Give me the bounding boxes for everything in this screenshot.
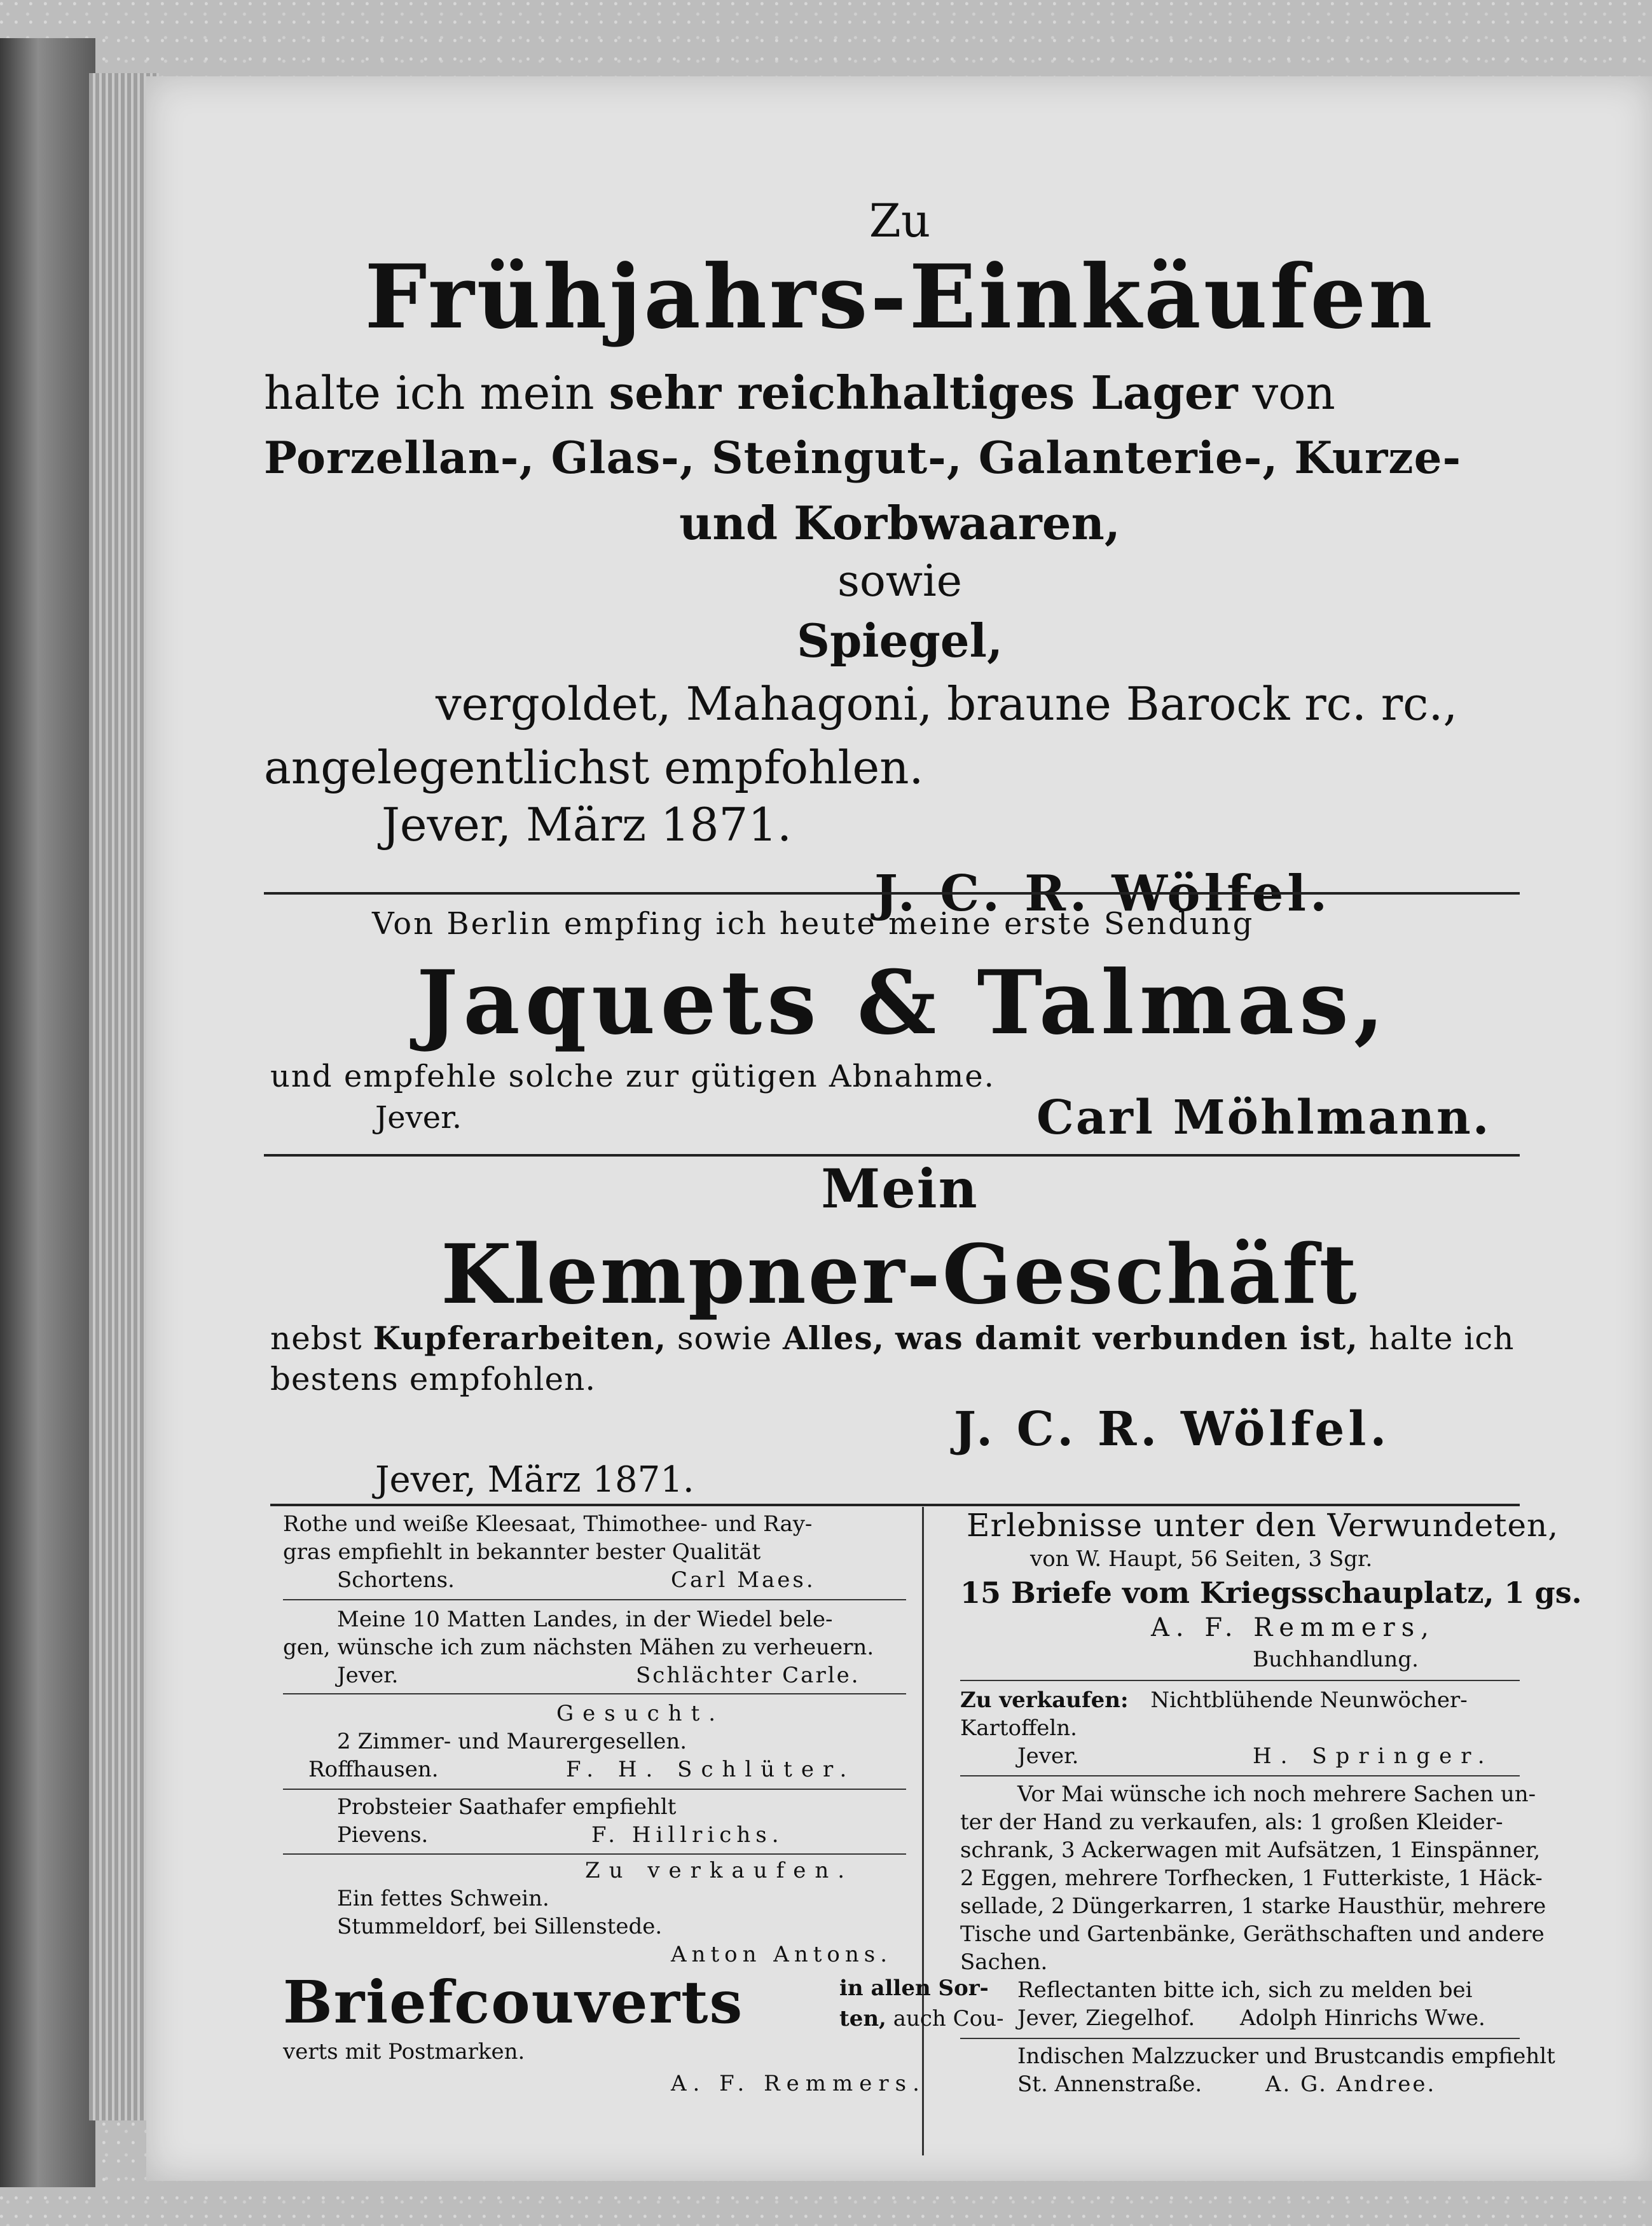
left-a4-l1: Probsteier Saathafer empfiehlt xyxy=(337,1794,677,1820)
right-b3-l9b: Adolph Hinrichs Wwe. xyxy=(1240,2005,1485,2031)
left-a4-l2a: Pievens. xyxy=(337,1822,429,1848)
left-a1-l3b: Carl Maes. xyxy=(671,1567,816,1593)
ad1-headline: Frühjahrs-Einkäufen xyxy=(364,245,1435,348)
right-b1-sig: A. F. Remmers, xyxy=(1151,1613,1435,1642)
ad1-signature: J. C. R. Wölfel. xyxy=(874,865,1332,923)
right-b3-l4: 2 Eggen, mehrere Torfhecken, 1 Futterkiste, 1 Häck- xyxy=(960,1865,1543,1891)
left-a6-sig: A. F. Remmers. xyxy=(671,2071,926,2096)
right-divider-3 xyxy=(960,2038,1520,2039)
ad2-signature: Carl Möhlmann. xyxy=(1036,1090,1491,1145)
ad3-line1-a: nebst xyxy=(270,1320,362,1357)
left-a1-l2: gras empfiehlt in bekannter bester Qualität xyxy=(283,1539,761,1565)
divider-3 xyxy=(270,1504,1520,1506)
left-a3-l3a: Roffhausen. xyxy=(308,1757,439,1782)
ad3-line1-e: was damit verbunden ist, xyxy=(895,1319,1358,1357)
ad3-line1 xyxy=(270,1319,1515,1357)
right-b4-l1: Indischen Malzzucker und Brustcandis empfiehlt xyxy=(1017,2044,1555,2069)
right-divider-2 xyxy=(960,1775,1520,1776)
left-a5-l1: Zu verkaufen. xyxy=(585,1858,854,1883)
right-b1-sig2: Buchhandlung. xyxy=(1253,1647,1419,1672)
left-divider-1 xyxy=(283,1599,906,1600)
left-divider-2 xyxy=(283,1693,906,1694)
left-a6-big: Briefcouverts xyxy=(283,1968,744,2037)
ad3-line2: bestens empfohlen. xyxy=(270,1361,596,1398)
ad1-line3: und Korbwaaren, xyxy=(679,496,1120,550)
left-a5-l4: Anton Antons. xyxy=(671,1942,893,1967)
ad2-intro: Von Berlin empfing ich heute meine erste Sendung xyxy=(372,906,1255,942)
ad3-line1-c: sowie xyxy=(677,1320,773,1357)
ad3-line1-f: halte ich xyxy=(1368,1320,1515,1357)
ad1-line1-c: von xyxy=(1252,366,1335,420)
ad1-date: Jever, März 1871. xyxy=(382,798,792,851)
right-b3-l2: ter der Hand zu verkaufen, als: 1 großen Kleider- xyxy=(960,1810,1503,1835)
ad1-line1-b: sehr reichhaltiges Lager xyxy=(609,366,1238,420)
left-a6-r2 xyxy=(839,2005,1004,2033)
right-b2-l3b: H. Springer. xyxy=(1253,1743,1494,1769)
right-b3-l7: Sachen. xyxy=(960,1949,1048,1975)
ad1-zu: Zu xyxy=(869,194,931,247)
right-b4-l2a: St. Annenstraße. xyxy=(1017,2071,1202,2097)
divider-2 xyxy=(264,1154,1520,1157)
left-a5-l2: Ein fettes Schwein. xyxy=(337,1886,549,1911)
left-a3-l2: 2 Zimmer- und Maurergesellen. xyxy=(337,1729,687,1754)
right-b2-l1b: Nichtblühende Neunwöcher- xyxy=(1150,1687,1468,1713)
right-b3-l8: Reflectanten bitte ich, sich zu melden bei xyxy=(1017,1977,1473,2003)
right-b2-l2: Kartoffeln. xyxy=(960,1715,1077,1741)
ad1-spiegel: Spiegel, xyxy=(796,614,1003,668)
left-a3-l3b: F. H. Schlüter. xyxy=(566,1757,856,1782)
right-b3-l3: schrank, 3 Ackerwagen mit Aufsätzen, 1 Einspänner, xyxy=(960,1838,1541,1863)
ad1-line2: Porzellan-, Glas-, Steingut-, Galanterie-, Kurze- xyxy=(264,432,1462,484)
left-a2-l2: gen, wünsche ich zum nächsten Mähen zu verheuern. xyxy=(283,1635,874,1660)
ad1-line1-a: halte ich mein xyxy=(264,366,595,420)
ad1-sowie: sowie xyxy=(837,556,963,607)
right-b3-l1: Vor Mai wünsche ich noch mehrere Sachen un- xyxy=(1017,1782,1536,1807)
ad1-line1 xyxy=(264,366,1335,420)
right-b3-l5: sellade, 2 Düngerkarren, 1 starke Hausthür, mehrere xyxy=(960,1893,1546,1919)
ad3-headline: Klempner-Geschäft xyxy=(441,1227,1359,1323)
right-b3-l6: Tische und Gartenbänke, Geräthschaften und andere xyxy=(960,1921,1545,1947)
left-a6-r2b: auch Cou- xyxy=(893,2006,1004,2031)
left-divider-4 xyxy=(283,1853,906,1855)
left-a4-l2b: F. Hillrichs. xyxy=(591,1822,784,1848)
right-b1-l3: 15 Briefe vom Kriegsschauplatz, 1 gs. xyxy=(960,1576,1582,1610)
left-a2-l3b: Schlächter Carle. xyxy=(636,1663,860,1688)
right-b2-l1a: Zu verkaufen: xyxy=(960,1687,1129,1713)
right-b2-l1 xyxy=(960,1686,1468,1714)
left-a6-r1: in allen Sor- xyxy=(839,1975,989,2001)
newspaper-page xyxy=(146,76,1652,2181)
right-b3-l9a: Jever, Ziegelhof. xyxy=(1017,2005,1195,2031)
book-binding xyxy=(0,38,95,2187)
left-a1-l3a: Schortens. xyxy=(337,1567,455,1593)
ad1-line5: angelegentlichst empfohlen. xyxy=(264,741,924,794)
ad3-line1-d: Alles, xyxy=(782,1319,885,1357)
left-a1-l1: Rothe und weiße Kleesaat, Thimothee- und Ray- xyxy=(283,1511,813,1537)
left-a6-r2a: ten, xyxy=(839,2006,886,2031)
ad2-place: Jever. xyxy=(375,1100,462,1136)
left-a3-l1: Gesucht. xyxy=(556,1701,725,1726)
ad1-line4: vergoldet, Mahagoni, braune Barock rc. rc., xyxy=(436,677,1458,731)
left-a5-l3: Stummeldorf, bei Sillenstede. xyxy=(337,1914,663,1939)
ad3-mein: Mein xyxy=(821,1157,979,1220)
ad3-date: Jever, März 1871. xyxy=(375,1459,694,1501)
right-divider-1 xyxy=(960,1680,1520,1681)
ad3-line1-b: Kupferarbeiten, xyxy=(373,1319,666,1357)
left-a6-l2: verts mit Postmarken. xyxy=(283,2039,525,2065)
right-b1-title: Erlebnisse unter den Verwundeten, xyxy=(967,1507,1559,1544)
ad3-signature: J. C. R. Wölfel. xyxy=(954,1402,1391,1457)
divider-1 xyxy=(264,892,1520,895)
left-a2-l3a: Jever. xyxy=(337,1663,399,1688)
column-divider xyxy=(922,1507,924,2155)
right-b2-l3a: Jever. xyxy=(1017,1743,1079,1769)
ad2-line1: und empfehle solche zur gütigen Abnahme. xyxy=(270,1059,995,1094)
right-b1-l2: von W. Haupt, 56 Seiten, 3 Sgr. xyxy=(1030,1546,1373,1572)
left-divider-3 xyxy=(283,1789,906,1790)
right-b4-l2b: A. G. Andree. xyxy=(1265,2071,1436,2097)
ad2-headline: Jaquets & Talmas, xyxy=(416,951,1389,1054)
left-a2-l1: Meine 10 Matten Landes, in der Wiedel bele- xyxy=(337,1607,833,1632)
